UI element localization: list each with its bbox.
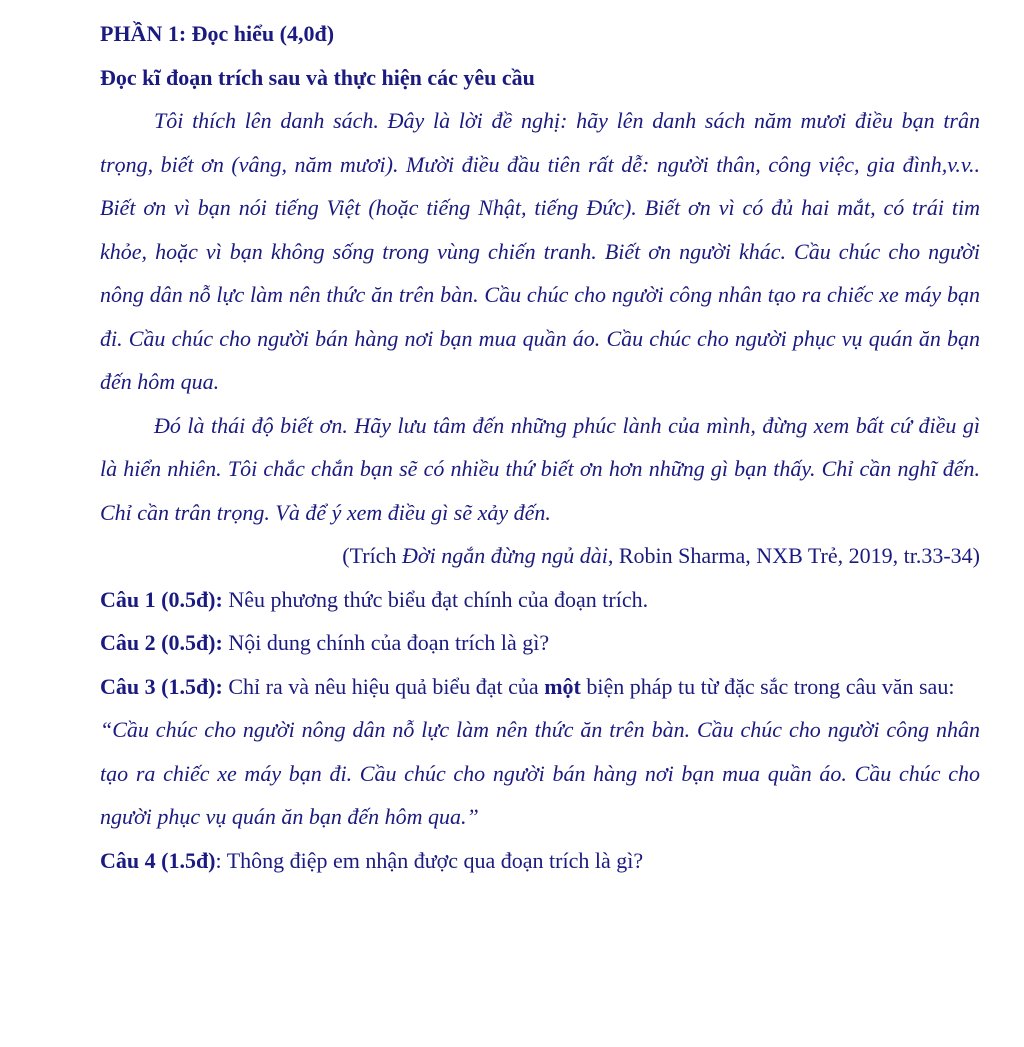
question-3-text-before: Chỉ ra và nêu hiệu quả biểu đạt của	[222, 673, 545, 699]
source-book-title: Đời ngắn đừng ngủ dài	[401, 543, 608, 568]
question-3-text-after: biện pháp tu từ đặc sắc trong câu văn sau:	[580, 673, 955, 699]
instruction: Đọc kĩ đoạn trích sau và thực hiện các yêu cầu	[100, 64, 535, 90]
document-page	[100, 12, 980, 882]
question-2-label: Câu 2 (0.5đ):	[100, 630, 223, 655]
question-2	[100, 621, 980, 665]
section-title: PHẦN 1: Đọc hiểu (4,0đ)	[100, 21, 335, 46]
question-3	[100, 665, 980, 709]
question-2-text: Nội dung chính của đoạn trích là gì?	[222, 630, 550, 655]
question-1	[100, 578, 980, 622]
source-citation	[100, 534, 980, 578]
source-prefix: (Trích	[342, 543, 402, 568]
passage-paragraph-1: Tôi thích lên danh sách. Đây là lời đề nghị: hãy lên danh sách năm mươi điều bạn trân trọng, biết ơn (vâng, năm mươi). Mười điều đầu tiên rất dễ: người thân, công việc, gia đình,v.v.. Biết ơn vì bạn nói tiếng Việt (hoặc tiếng Nhật, tiếng Đức). Biết ơn vì có đủ hai mắt, có trái tim khỏe, hoặc vì bạn không sống trong vùng chiến tranh. Biết ơn người khác. Cầu chúc cho người nông dân nỗ lực làm nên thức ăn trên bàn. Cầu chúc cho người công nhân tạo ra chiếc xe máy bạn đi. Cầu chúc cho người bán hàng nơi bạn mua quần áo. Cầu chúc cho người phục vụ quán ăn bạn đến hôm qua.	[100, 108, 980, 394]
question-1-label: Câu 1 (0.5đ):	[100, 586, 223, 612]
question-3-label: Câu 3 (1.5đ):	[100, 673, 223, 699]
question-1-text: Nêu phương thức biểu đạt chính của đoạn trích.	[222, 586, 649, 612]
question-4-label: Câu 4 (1.5đ)	[100, 847, 216, 873]
question-4	[100, 839, 980, 883]
question-3-quote: “Cầu chúc cho người nông dân nỗ lực làm nên thức ăn trên bàn. Cầu chúc cho người công nhân tạo ra chiếc xe máy bạn đi. Cầu chúc cho người bán hàng nơi bạn mua quần áo. Cầu chúc cho người phục vụ quán ăn bạn đến hôm qua.”	[100, 717, 980, 829]
question-3-emphasis: một	[544, 673, 581, 699]
source-suffix: , Robin Sharma, NXB Trẻ, 2019, tr.33-34)	[607, 543, 980, 568]
question-4-text: : Thông điệp em nhận được qua đoạn trích là gì?	[215, 847, 644, 873]
passage-paragraph-2: Đó là thái độ biết ơn. Hãy lưu tâm đến những phúc lành của mình, đừng xem bất cứ điều gì là hiển nhiên. Tôi chắc chắn bạn sẽ có nhiều thứ biết ơn hơn những gì bạn thấy. Chỉ cần nghĩ đến. Chỉ cần trân trọng. Và để ý xem điều gì sẽ xảy đến.	[100, 412, 980, 525]
